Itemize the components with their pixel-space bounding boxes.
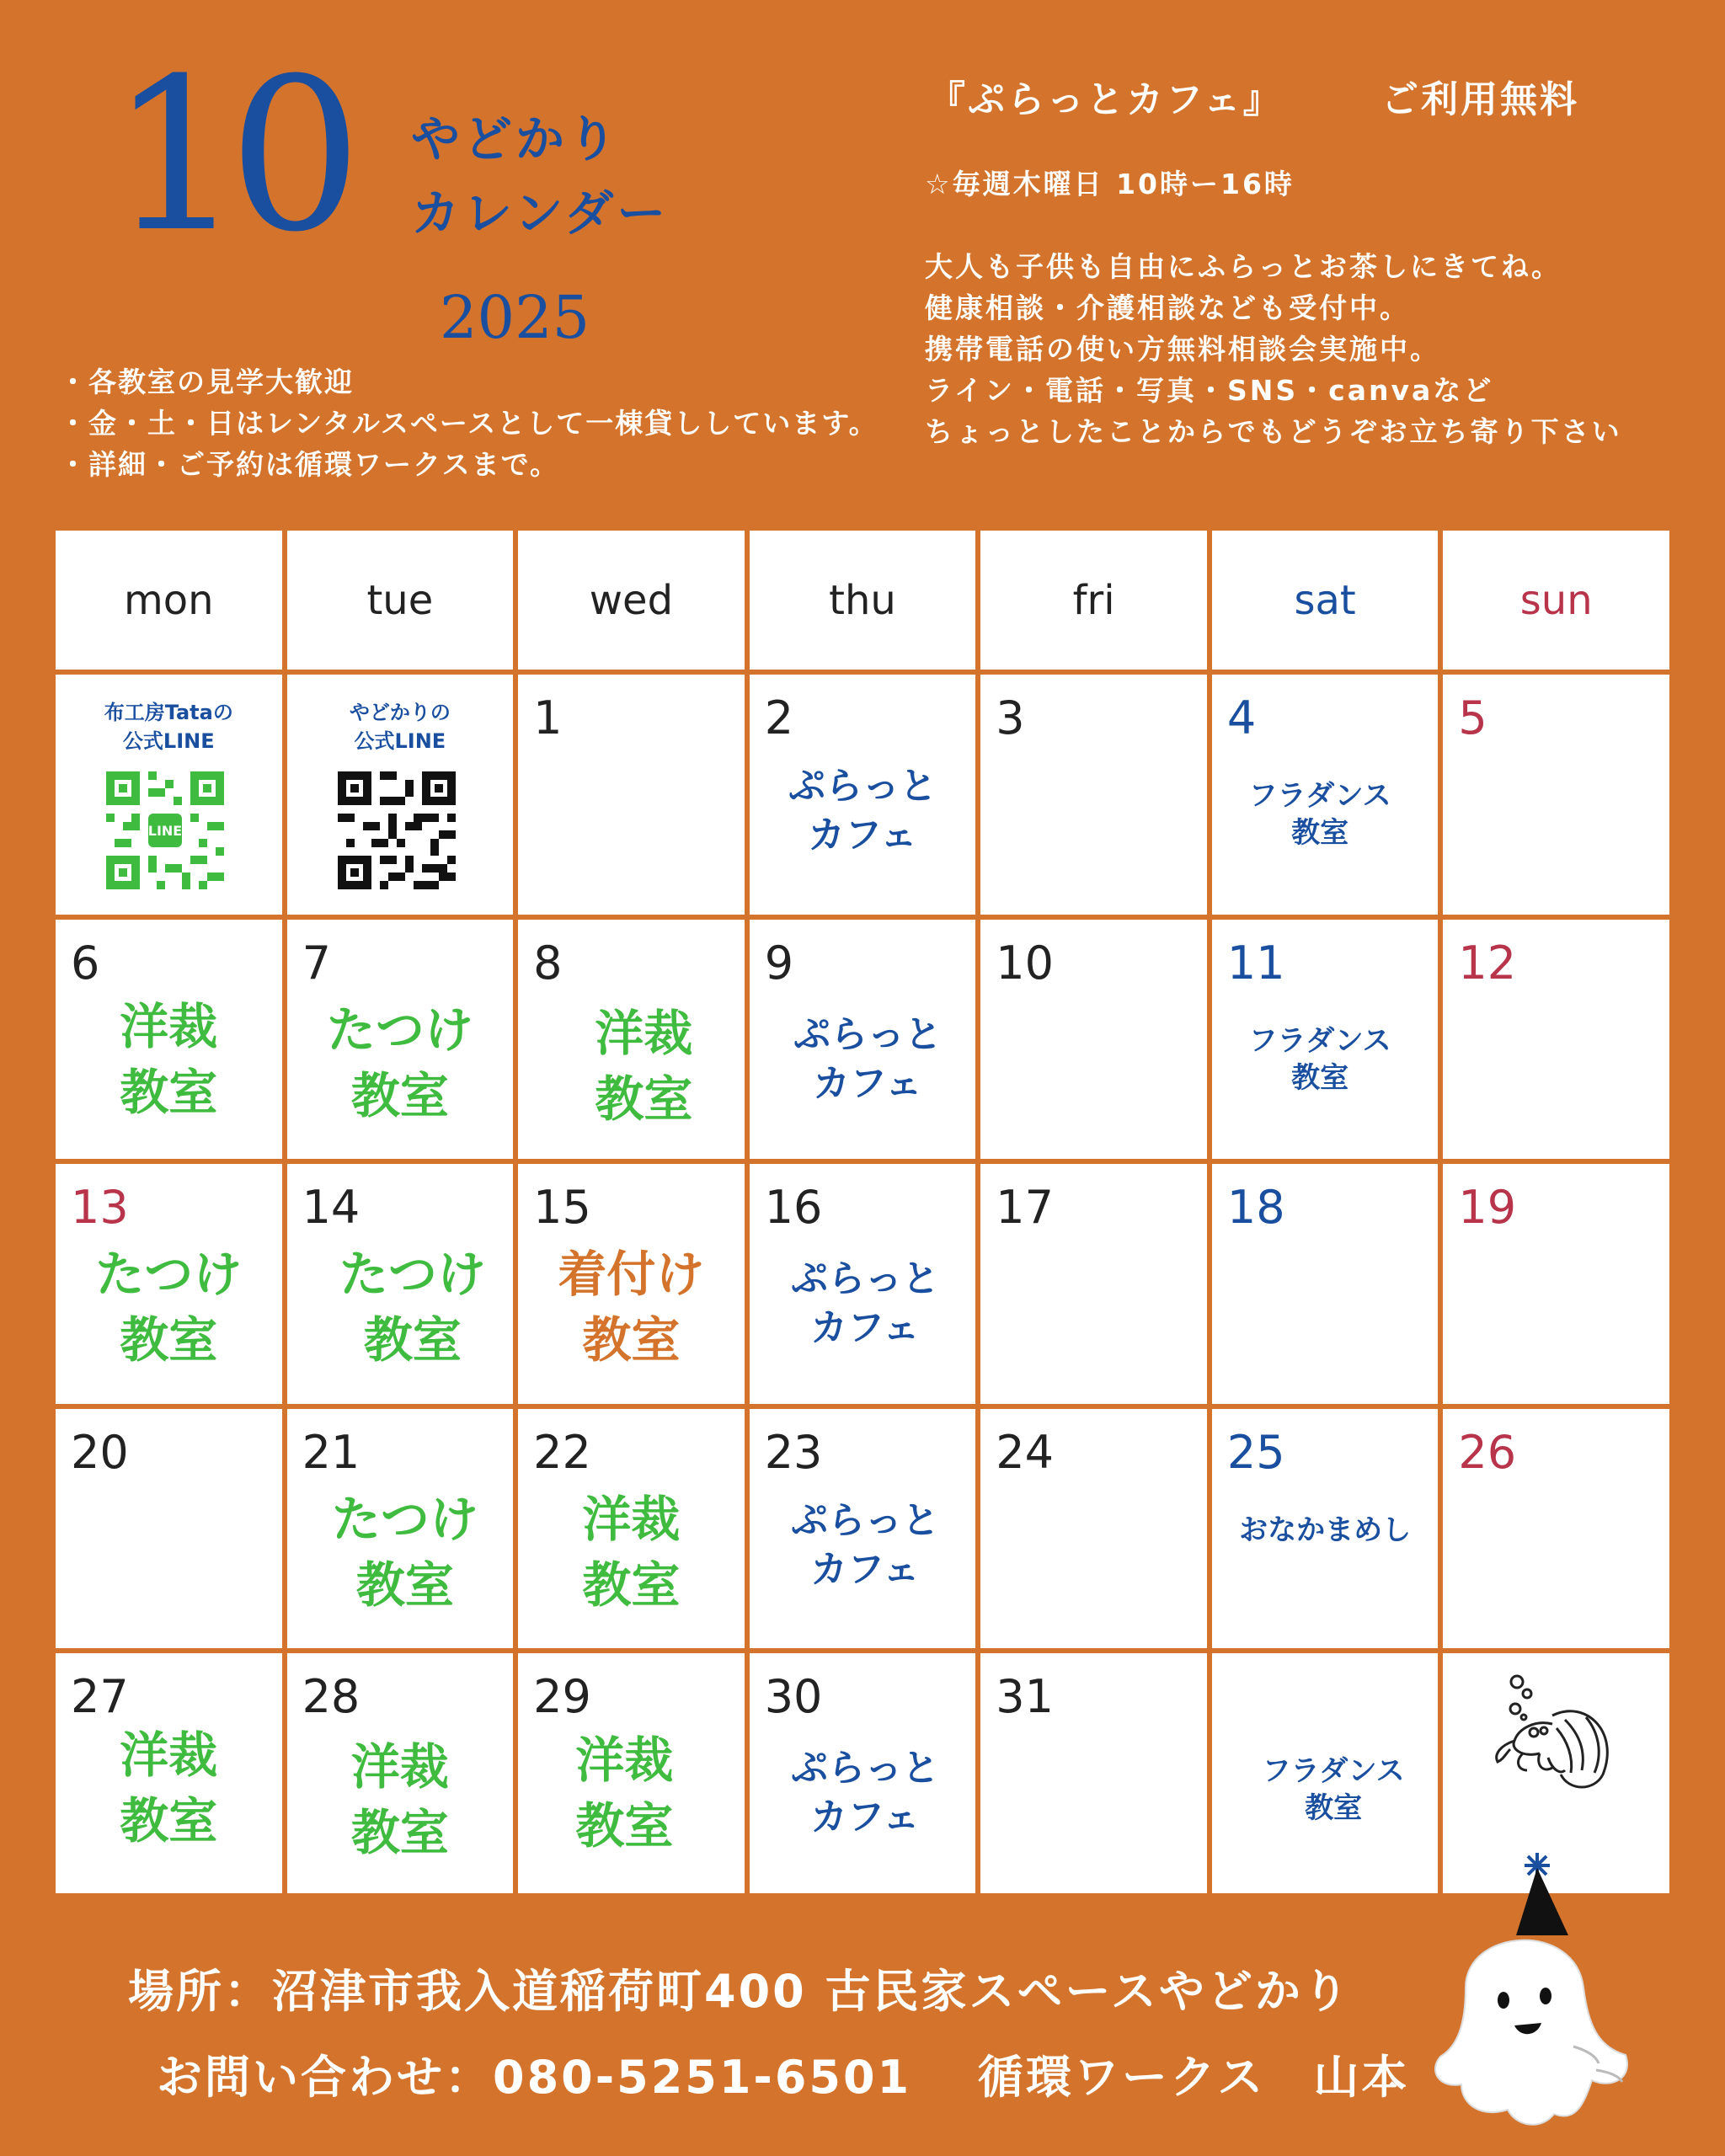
cafe-schedule: ☆毎週木曜日 10時ー16時: [925, 168, 1295, 200]
day-cell-12[interactable]: [1443, 920, 1669, 1160]
event-youssai: 洋裁 教室: [120, 997, 218, 1121]
day-number: 29: [533, 1670, 591, 1724]
day-cell-20[interactable]: [56, 1409, 282, 1649]
cafe-desc-5: ちょっとしたことからでもどうぞお立ち寄り下さい: [925, 415, 1622, 448]
day-number: 9: [764, 936, 794, 990]
qr-cell-yadokari: [287, 675, 514, 915]
day-cell-3[interactable]: [980, 675, 1207, 915]
footer-contact: お問い合わせ：080-5251-6501 循環ワークス 山本: [157, 2051, 1410, 2104]
day-number: 31: [996, 1670, 1054, 1724]
day-cell-25[interactable]: [1212, 1409, 1439, 1649]
event-cafe: ぷらっと カフェ: [790, 1747, 939, 1839]
day-cell-26[interactable]: [1443, 1409, 1669, 1649]
day-cell-4[interactable]: [1212, 675, 1439, 915]
qr-code-icon[interactable]: [338, 771, 456, 889]
calendar-title-line2: カレンダー: [411, 184, 670, 242]
day-cell-11[interactable]: [1212, 920, 1439, 1160]
day-number: 13: [71, 1181, 129, 1235]
weekday-header-tue: tue: [287, 531, 514, 670]
day-number: 27: [71, 1670, 129, 1724]
calendar-grid: [56, 531, 1669, 1893]
weekday-header-thu: thu: [750, 531, 976, 670]
day-cell-18[interactable]: [1212, 1164, 1439, 1404]
day-number: 4: [1226, 691, 1257, 744]
day-cell-21[interactable]: [287, 1409, 514, 1649]
day-cell-14[interactable]: [287, 1164, 514, 1404]
year: 2025: [440, 283, 590, 352]
line-qr-code-icon[interactable]: [106, 771, 224, 889]
cafe-title: 『ぷらっとカフェ』: [928, 78, 1283, 121]
calendar-title-line1: やどかり: [411, 110, 621, 168]
day-cell-30[interactable]: [750, 1653, 976, 1893]
event-kitsuke: 着付け 教室: [558, 1246, 705, 1369]
day-cell-28[interactable]: [287, 1653, 514, 1893]
day-number: 26: [1458, 1425, 1517, 1479]
event-tatsuke: たつけ 教室: [331, 1490, 478, 1614]
cafe-desc-3: 携帯電話の使い方無料相談会実施中。: [925, 333, 1440, 366]
event-cafe: ぷらっと カフェ: [790, 1257, 939, 1350]
svg-text:LINE: LINE: [147, 823, 183, 839]
day-number: 15: [533, 1181, 591, 1235]
day-cell-10[interactable]: [980, 920, 1207, 1160]
day-cell-16[interactable]: [750, 1164, 976, 1404]
day-cell-17[interactable]: [980, 1164, 1207, 1404]
event-hula: フラダンス 教室: [1262, 1754, 1405, 1826]
qr-label-tata: 布工房Tataの 公式LINE: [104, 701, 233, 753]
day-number: 11: [1226, 936, 1285, 990]
day-cell-1[interactable]: [518, 675, 745, 915]
day-number: 30: [764, 1670, 823, 1724]
day-number: 21: [302, 1425, 360, 1479]
event-onaka: おなかまめし: [1239, 1513, 1412, 1547]
day-cell-8[interactable]: [518, 920, 745, 1160]
weekday-header-wed: wed: [518, 531, 745, 670]
footer-place: 場所：沼津市我入道稲荷町400 古民家スペースやどかり: [128, 1965, 1351, 2018]
day-number: 28: [302, 1670, 360, 1724]
day-number: 17: [996, 1181, 1054, 1235]
day-number: 23: [764, 1425, 823, 1479]
cafe-desc-1: 大人も子供も自由にふらっとお茶しにきてね。: [925, 250, 1562, 283]
event-cafe: ぷらっと カフェ: [788, 765, 937, 857]
event-youssai: 洋裁 教室: [350, 1738, 449, 1862]
day-number: 6: [71, 936, 100, 990]
event-hula: フラダンス 教室: [1248, 779, 1391, 850]
day-cell-6[interactable]: [56, 920, 282, 1160]
day-cell-2[interactable]: [750, 675, 976, 915]
day-cell-9[interactable]: [750, 920, 976, 1160]
event-hula: フラダンス 教室: [1248, 1023, 1391, 1095]
event-tatsuke: たつけ 教室: [326, 1001, 473, 1124]
day-number: 7: [302, 936, 331, 990]
qr-label-yadokari: やどかりの 公式LINE: [349, 701, 451, 753]
ghost-party-hat-icon: [1381, 1836, 1634, 2139]
weekday-header-sun: sun: [1443, 531, 1669, 670]
day-number: 5: [1458, 691, 1487, 744]
day-cell-7[interactable]: [287, 920, 514, 1160]
day-cell-23[interactable]: [750, 1409, 976, 1649]
note-line-1: ・各教室の見学大歓迎: [59, 366, 354, 398]
day-number: 14: [302, 1181, 360, 1235]
event-youssai: 洋裁 教室: [582, 1490, 681, 1614]
weekday-header-mon: mon: [56, 531, 282, 670]
hermit-crab-icon: [1460, 1665, 1628, 1833]
day-number: 19: [1458, 1181, 1517, 1235]
event-youssai: 洋裁 教室: [595, 1004, 693, 1128]
day-number: 8: [533, 936, 563, 990]
day-number: 1: [533, 691, 563, 744]
day-cell-29[interactable]: [518, 1653, 745, 1893]
event-youssai: 洋裁 教室: [120, 1726, 218, 1850]
event-cafe: ぷらっと カフェ: [793, 1012, 942, 1105]
event-tatsuke: たつけ 教室: [339, 1246, 486, 1369]
day-number: 20: [71, 1425, 129, 1479]
weekday-header-fri: fri: [980, 531, 1207, 670]
day-cell-13[interactable]: [56, 1164, 282, 1404]
day-number: 3: [996, 691, 1025, 744]
day-cell-5[interactable]: [1443, 675, 1669, 915]
note-line-3: ・詳細・ご予約は循環ワークスまで。: [59, 448, 560, 481]
day-cell-15[interactable]: [518, 1164, 745, 1404]
day-number: 25: [1226, 1425, 1285, 1479]
day-cell-19[interactable]: [1443, 1164, 1669, 1404]
cafe-desc-2: 健康相談・介護相談なども受付中。: [925, 291, 1410, 324]
day-cell-31[interactable]: [980, 1653, 1207, 1893]
event-cafe: ぷらっと カフェ: [790, 1498, 939, 1591]
day-cell-22[interactable]: [518, 1409, 745, 1649]
day-number: 12: [1458, 936, 1517, 990]
note-line-2: ・金・土・日はレンタルスペースとして一棟貸ししています。: [59, 407, 879, 440]
weekday-header-sat: sat: [1212, 531, 1439, 670]
cafe-desc-4: ライン・電話・写真・SNS・canvaなど: [925, 374, 1494, 407]
day-cell-24[interactable]: [980, 1409, 1207, 1649]
day-number: 24: [996, 1425, 1054, 1479]
day-number: 18: [1226, 1181, 1285, 1235]
day-number: 2: [764, 691, 794, 744]
month-number: 10: [109, 33, 348, 278]
day-number: 16: [764, 1181, 823, 1235]
day-cell-27[interactable]: [56, 1653, 282, 1893]
cafe-free-label: ご利用無料: [1381, 78, 1579, 121]
day-number: 10: [996, 936, 1054, 990]
event-youssai: 洋裁 教室: [575, 1732, 674, 1855]
day-number: 22: [533, 1425, 591, 1479]
qr-cell-tata: [56, 675, 282, 915]
event-tatsuke: たつけ 教室: [95, 1246, 243, 1369]
